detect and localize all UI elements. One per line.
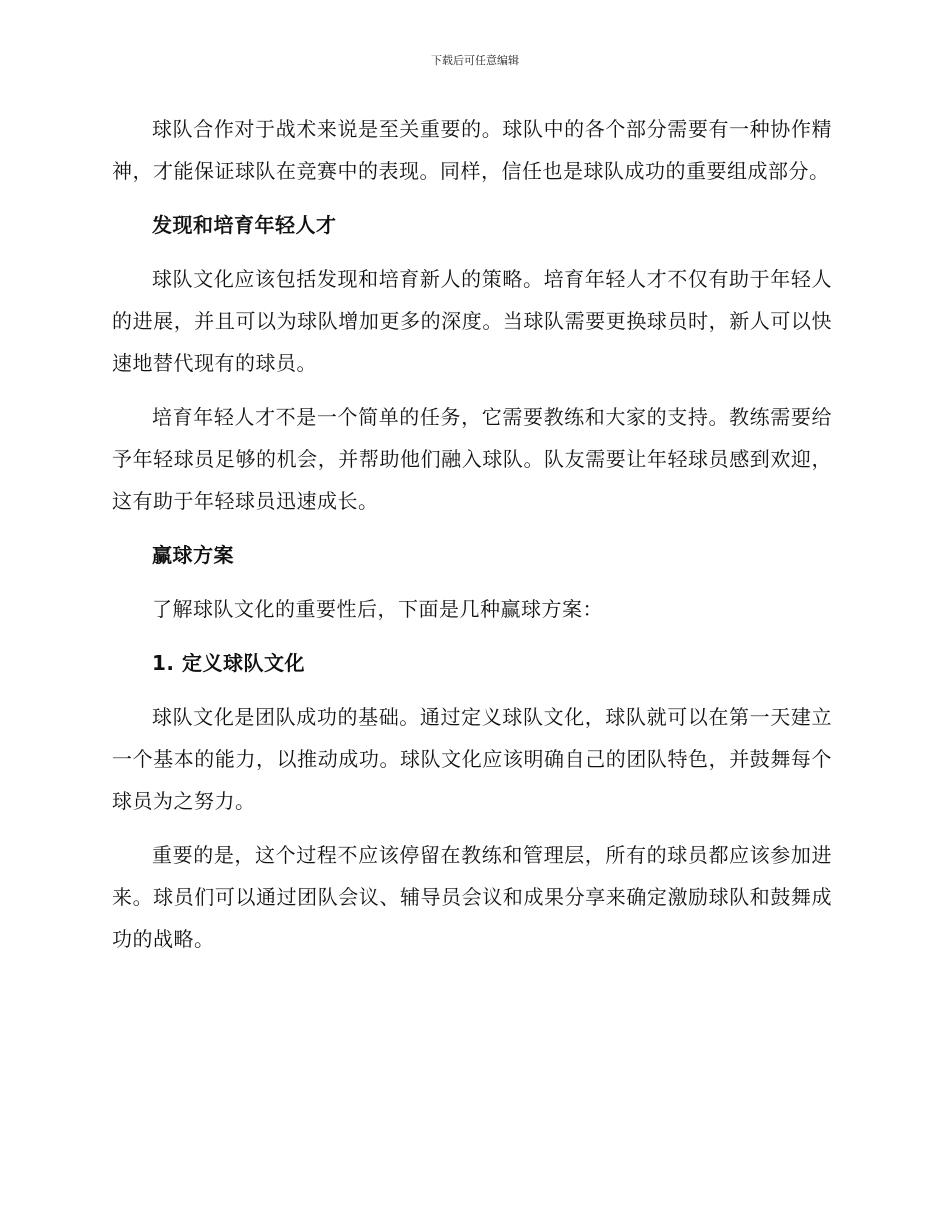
paragraph-talent-strategy: 球队文化应该包括发现和培育新人的策略。培育年轻人才不仅有助于年轻人的进展，并且可以为球队增加更多的深度。当球队需要更换球员时，新人可以快速地替代现有的球员。 [112,267,832,375]
paragraph-teamwork: 球队合作对于战术来说是至关重要的。球队中的各个部分需要有一种协作精神，才能保证球队在竞赛中的表现。同样，信任也是球队成功的重要组成部分。 [112,117,832,183]
document-body [112,108,832,972]
section-heading-young-talent: 发现和培育年轻人才 [152,213,337,237]
paragraph-player-participation: 重要的是，这个过程不应该停留在教练和管理层，所有的球员都应该参加进来。球员们可以通过团队会议、辅导员会议和成果分享来确定激励球队和鼓舞成功的战略。 [112,843,832,951]
page-header: 下载后可任意编辑 [431,54,519,67]
subheading-define-culture: 1. 定义球队文化 [152,651,305,675]
paragraph-talent-support: 培育年轻人才不是一个简单的任务，它需要教练和大家的支持。教练需要给予年轻球员足够的机会，并帮助他们融入球队。队友需要让年轻球员感到欢迎，这有助于年轻球员迅速成长。 [112,405,832,513]
section-heading-winning-plan: 赢球方案 [152,543,234,567]
paragraph-plan-intro: 了解球队文化的重要性后，下面是几种赢球方案： [152,597,603,621]
paragraph-culture-foundation: 球队文化是团队成功的基础。通过定义球队文化，球队就可以在第一天建立一个基本的能力，以推动成功。球队文化应该明确自己的团队特色，并鼓舞每个球员为之努力。 [112,705,832,813]
